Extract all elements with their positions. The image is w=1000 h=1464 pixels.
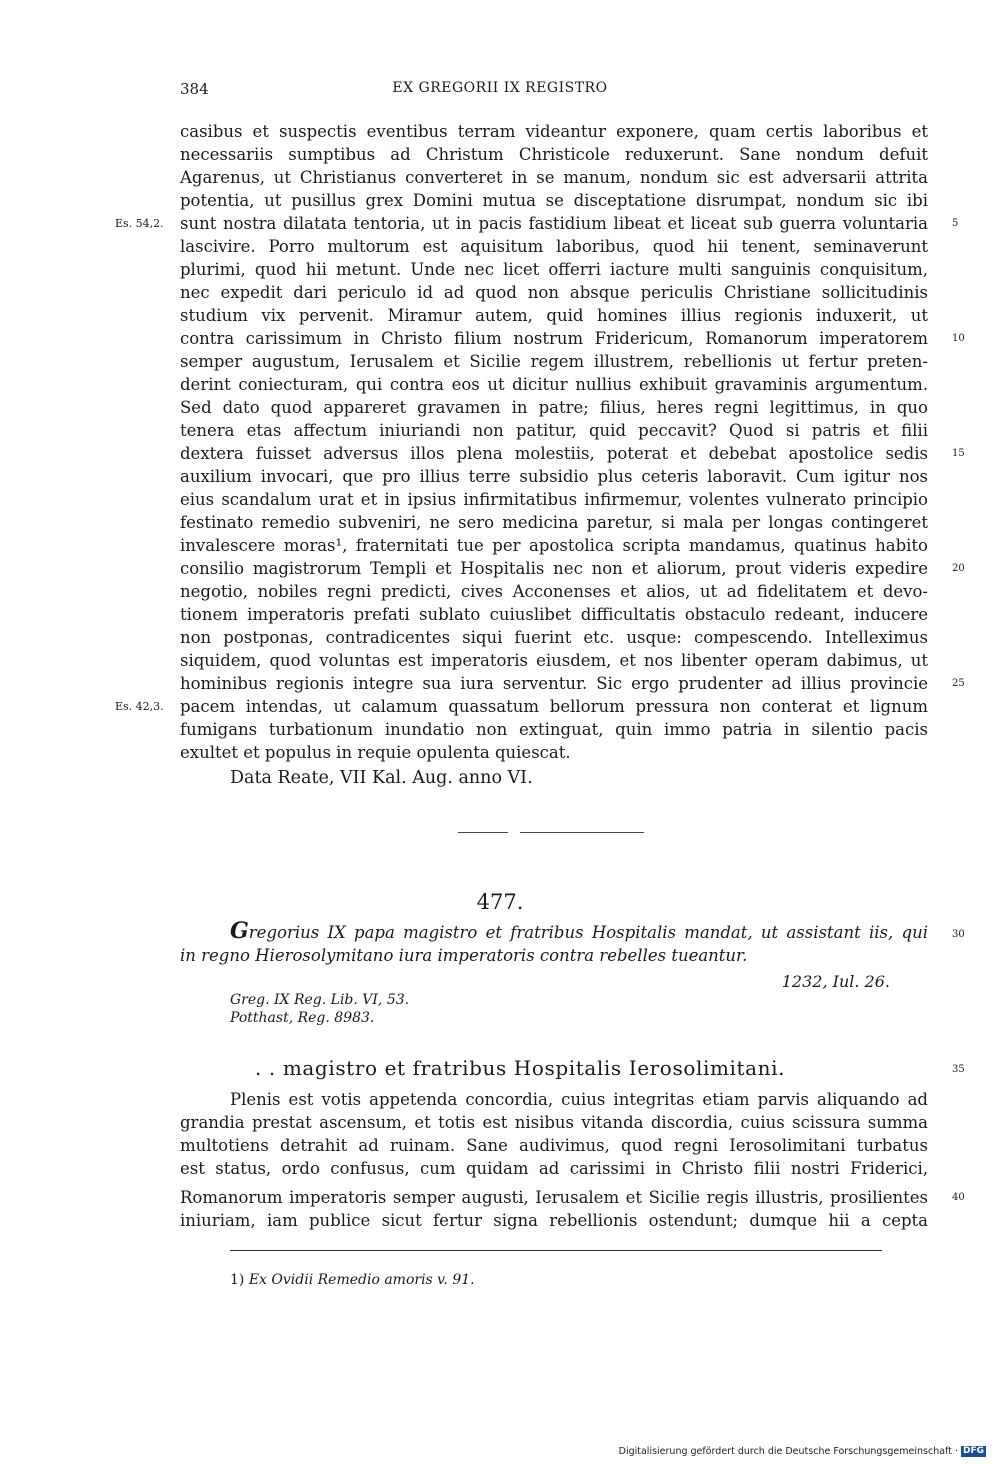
body-line: casibus et suspectis eventibus terram videantur exponere, quam certis laboribus et <box>180 122 928 141</box>
body-line: tenera etas affectum iniuriandi non patitur, quid peccavit? Quod si patris et filii <box>180 421 928 440</box>
margin-reference: Es. 54,2. <box>115 217 164 230</box>
closing-date-line: Data Reate, VII Kal. Aug. anno VI. <box>230 768 533 788</box>
body-line: plurimi, quod hii metunt. Unde nec licet offerri iacture multi sanguinis conquisitum, <box>180 260 928 279</box>
body-line: non postponas, contradicentes siqui fuerint etc. usque: compescendo. Intelleximus <box>180 628 928 647</box>
dfg-logo: DFG <box>962 1446 984 1456</box>
document-number: 477. <box>476 890 524 914</box>
line-number: 5 <box>952 218 959 229</box>
body-line: fumigans turbationum inundatio non extinguat, quin immo patria in silentio pacis <box>180 720 928 739</box>
body-line: studium vix pervenit. Miramur autem, quid homines illius regionis induxerit, ut <box>180 306 928 325</box>
letter-line: multotiens detrahit ad ruinam. Sane audivimus, quod regni Ierosolimitani turbatus <box>180 1136 928 1155</box>
letter-line: grandia prestat ascensum, et totis est nisibus vitanda discordia, cuius scissura summa <box>180 1113 928 1132</box>
section-separator <box>458 832 508 833</box>
body-line: potentia, ut pusillus grex Domini mutua se disceptatione disrumpat, nondum sic ibi <box>180 191 928 210</box>
section-separator <box>520 832 644 833</box>
body-line: festinato remedio subveniri, ne sero medicina paretur, si mala per longas contingeret <box>180 513 928 532</box>
body-line: derint coniecturam, qui contra eos ut dicitur nullius exhibuit gravaminis argumentum. <box>180 375 928 394</box>
letter-line: est status, ordo confusus, cum quidam ad carissimi in Christo filii nostri Friderici, <box>180 1159 928 1178</box>
footnote-rule <box>230 1250 882 1251</box>
letter-line: Plenis est votis appetenda concordia, cuius integritas etiam parvis aliquando ad <box>230 1090 928 1109</box>
body-line: nec expedit dari periculo id ad quod non absque periculis Christiane sollicitudinis <box>180 283 928 302</box>
body-line: invalescere moras¹, fraternitati tue per apostolica scripta mandamus, quatinus habito <box>180 536 928 555</box>
page-number: 384 <box>180 80 209 98</box>
source-reference: Greg. IX Reg. Lib. VI, 53. <box>230 992 410 1008</box>
margin-reference: Es. 42,3. <box>115 700 164 713</box>
digitization-credit <box>619 1446 986 1457</box>
document-summary-line: in regno Hierosolymitano iura imperatoris contra rebelles tueantur. <box>180 946 748 965</box>
body-line: sunt nostra dilatata tentoria, ut in pacis fastidium libeat et liceat sub guerra voluntaria <box>180 214 928 233</box>
line-number: 35 <box>952 1064 965 1075</box>
body-line: dextera fuisset adversus illos plena molestiis, poterat et debebat apostolice sedis <box>180 444 928 463</box>
body-line: contra carissimum in Christo filium nostrum Fridericum, Romanorum imperatorem <box>180 329 928 348</box>
body-line: Sed dato quod appareret gravamen in patre; filius, heres regni legittimus, in quo <box>180 398 928 417</box>
summary-initial: G <box>230 918 249 944</box>
line-number: 15 <box>952 448 965 459</box>
body-line: siquidem, quod voluntas est imperatoris eiusdem, et nos libenter operam dabimus, ut <box>180 651 928 670</box>
document-summary-line <box>230 920 928 943</box>
body-line: lascivire. Porro multorum est aquisitum laboribus, quod hii tenent, seminaverunt <box>180 237 928 256</box>
body-line: necessariis sumptibus ad Christum Christicole reduxerunt. Sane nondum defuit <box>180 145 928 164</box>
document-date: 1232, Iul. 26. <box>781 972 890 991</box>
body-line: auxilium invocari, que pro illius terre subsidio plus ceteris laboravit. Cum igitur nos <box>180 467 928 486</box>
footnote <box>230 1272 475 1288</box>
line-number: 25 <box>952 678 965 689</box>
letter-line: Romanorum imperatoris semper augusti, Ierusalem et Sicilie regis illustris, prosilientes <box>180 1188 928 1207</box>
body-line: eius scandalum urat et in ipsius infirmitatibus infirmemur, volentes vulnerato principio <box>180 490 928 509</box>
body-line: tionem imperatoris prefati sublato cuiuslibet difficultatis obstaculo redeant, inducere <box>180 605 928 624</box>
body-line: exultet et populus in requie opulenta quiescat. <box>180 743 571 762</box>
line-number: 20 <box>952 563 965 574</box>
letter-line: iniuriam, iam publice sicut fertur signa rebellionis ostendunt; dumque hii a cepta <box>180 1211 928 1230</box>
line-number: 30 <box>952 929 965 940</box>
body-line: pacem intendas, ut calamum quassatum bellorum pressura non conterat et lignum <box>180 697 928 716</box>
summary-text: regorius IX papa magistro et fratribus Hospitalis mandat, ut assistant iis, qui <box>248 923 928 942</box>
body-line: negotio, nobiles regni predicti, cives Acconenses et alios, ut ad fidelitatem et devo- <box>180 582 928 601</box>
body-line: semper augustum, Ierusalem et Sicilie regem illustrem, rebellionis ut fertur preten- <box>180 352 928 371</box>
footnote-text: Ex Ovidii Remedio amoris v. 91. <box>248 1272 475 1288</box>
line-number: 10 <box>952 333 965 344</box>
footnote-marker: 1) <box>230 1272 245 1288</box>
addressee: . . magistro et fratribus Hospitalis Ierosolimitani. <box>255 1056 786 1080</box>
body-line: hominibus regionis integre sua iura serventur. Sic ergo prudenter ad illius provincie <box>180 674 928 693</box>
body-line: consilio magistrorum Templi et Hospitalis nec non et aliorum, prout videris expedire <box>180 559 928 578</box>
body-line: Agarenus, ut Christianus converteret in se manum, nondum sic est adversarii attrita <box>180 168 928 187</box>
credit-text: Digitalisierung gefördert durch die Deutsche Forschungsgemeinschaft · <box>618 1446 958 1457</box>
line-number: 40 <box>952 1192 965 1203</box>
source-reference: Potthast, Reg. 8983. <box>230 1010 375 1026</box>
running-title: EX GREGORII IX REGISTRO <box>392 80 608 96</box>
